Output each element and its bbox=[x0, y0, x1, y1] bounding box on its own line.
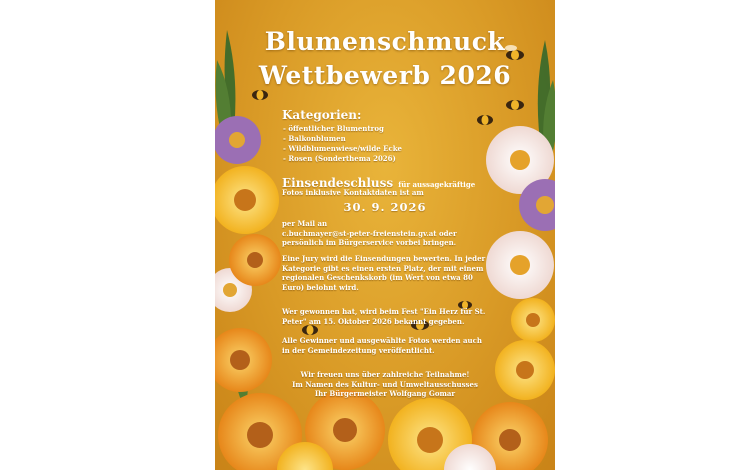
category-item: - Rosen (Sonderthema 2026) bbox=[283, 154, 396, 163]
jury-line: Euro) belohnt wird. bbox=[282, 282, 359, 292]
poster-title-line-1: Blumenschmuck bbox=[264, 27, 506, 56]
jury-line: regionalen Geschenkskorb (im Wert von etwa 80 bbox=[282, 273, 473, 282]
announcement-paragraph bbox=[282, 307, 507, 326]
jury-paragraph bbox=[282, 254, 507, 292]
announcement-line: Peter" am 15. Oktober 2026 bekannt gegeben. bbox=[282, 316, 465, 326]
category-item: - Balkonblumen bbox=[283, 134, 346, 143]
submission-line: per Mail an bbox=[282, 219, 328, 228]
publication-line: Alle Gewinner und ausgewählte Fotos werden auch bbox=[282, 336, 482, 345]
committee-line: Im Namen des Kultur- und Umweltausschusses bbox=[292, 379, 478, 389]
publication-paragraph bbox=[282, 336, 507, 355]
email-address: c.buchmayer@st-peter-freienstein.gv.at oder bbox=[282, 228, 457, 238]
submission-line: persönlich im Bürgerservice vorbei bringen. bbox=[282, 238, 457, 247]
submission-paragraph bbox=[282, 219, 502, 248]
deadline-date: 30. 9. 2026 bbox=[343, 200, 427, 214]
deadline-heading: Einsendeschluss bbox=[282, 176, 394, 190]
category-item: - Wildblumenwiese/wilde Ecke bbox=[283, 144, 403, 153]
categories-heading: Kategorien: bbox=[282, 108, 362, 122]
flyer-poster bbox=[215, 0, 555, 470]
category-item: - öffentlicher Blumentrog bbox=[283, 124, 384, 133]
closing-signature bbox=[255, 370, 515, 399]
poster-title-line-2: Wettbewerb 2026 bbox=[258, 61, 512, 90]
deadline-text-2: Fotos inklusive Kontaktdaten ist am bbox=[282, 188, 424, 197]
publication-line: in der Gemeindezeitung veröffentlicht. bbox=[282, 345, 435, 355]
announcement-line: Wer gewonnen hat, wird beim Fest "Ein Herz für St. bbox=[282, 307, 486, 316]
categories-list bbox=[283, 124, 483, 164]
deadline-text: für aussagekräftige bbox=[398, 180, 476, 189]
poster-content bbox=[215, 0, 555, 470]
mayor-line: Ihr Bürgermeister Wolfgang Gomar bbox=[314, 389, 456, 398]
jury-line: Eine Jury wird die Einsendungen bewerten. In jeder bbox=[282, 254, 486, 263]
closing-line: Wir freuen uns über zahlreiche Teilnahme! bbox=[300, 370, 470, 379]
jury-line: Kategorie gibt es einen ersten Platz, der mit einem bbox=[282, 263, 484, 273]
